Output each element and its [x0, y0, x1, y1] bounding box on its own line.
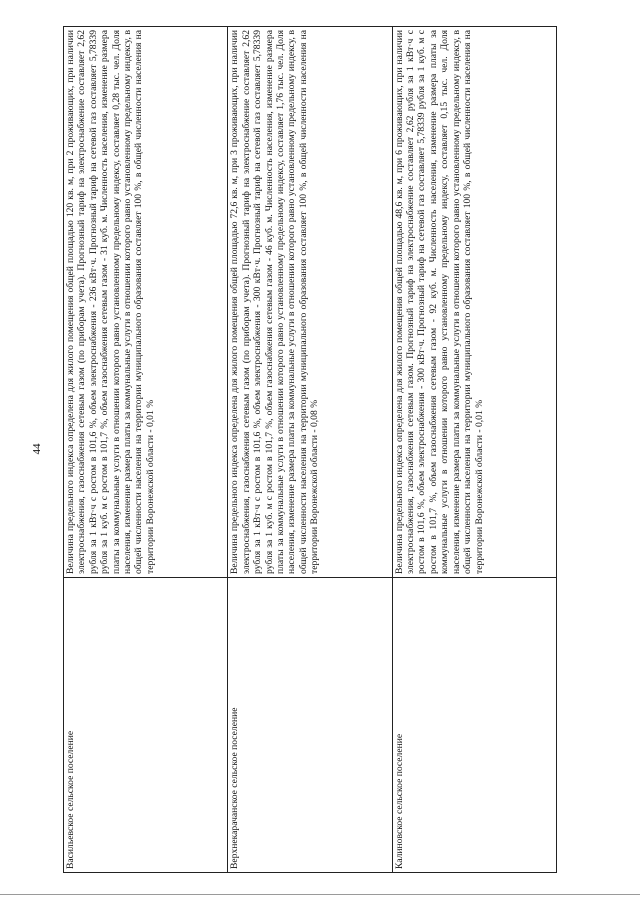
settlement-index-table	[63, 26, 557, 873]
index-description-cell: Величина предельного индекса определена для жилого помещения общей площадью 120 кв. м, при 2 проживающих, при наличии электроснабжения, газоснабжения сетевым газом (по приборам учета). Прогнозный тариф на электроснабжение составляет 2,62 рубля за 1 кВт·ч с ростом в 101,6 %, объем электроснабжения - 236 кВт·ч. Прогнозный тариф на сетевой газ составляет 5,78339 рубля за 1 куб. м с ростом в 101,7 %, объем газоснабжения сетевым газом - 31 куб. м. Численность населения, изменение размера платы за коммунальные услуги в отношении которого равно установленному предельному индексу, составляет 0,28 тыс. чел. Доля населения, изменение размера платы за коммунальные услуги в отношении которого равно установленному предельному индексу, в общей численности населения на территории муниципального образования составляет 100 %, в общей численности населения на территории Воронежской области - 0,01 %	[64, 27, 228, 578]
page-bottom-rule	[0, 894, 640, 895]
table-row	[392, 27, 556, 873]
index-description-cell: Величина предельного индекса определена для жилого помещения общей площадью 48,6 кв. м, при 6 проживающих, при наличии электроснабжения, газоснабжения сетевым газом. Прогнозный тариф на электроснабжение составляет 2,62 рубля за 1 кВт·ч с ростом в 101,6 %, объем электроснабжения - 300 кВт·ч. Прогнозный тариф на сетевой газ составляет 5,78339 рубля за 1 куб. м с ростом в 101,7 %, объем газоснабжения сетевым газом - 92 куб. м. Численность населения, изменение размера платы за коммунальные услуги в отношении которого равно установленному предельному индексу, составляет 0,15 тыс. чел. Доля населения, изменение размера платы за коммунальные услуги в отношении которого равно установленному предельному индексу, в общей численности населения на территории муниципального образования составляет 100 %, в общей численности населения на территории Воронежской области - 0,01 %	[392, 27, 556, 578]
index-description-cell: Величина предельного индекса определена для жилого помещения общей площадью 72,6 кв. м, при 3 проживающих, при наличии электроснабжения, газоснабжения сетевым газом (по приборам учета). Прогнозный тариф на электроснабжение составляет 2,62 рубля за 1 кВт·ч с ростом в 101,6 %, объем электроснабжения - 300 кВт·ч. Прогнозный тариф на сетевой газ составляет 5,78339 рубля за 1 куб. м с ростом в 101,7 %, объем газоснабжения сетевым газом - 46 куб. м. Численность населения, изменение размера платы за коммунальные услуги в отношении которого равно установленному предельному индексу, составляет 1,76 тыс. чел. Доля населения, изменение размера платы за коммунальные услуги в отношении которого равно установленному предельному индексу, в общей численности населения на территории муниципального образования составляет 100 %, в общей численности населения на территории Воронежской области - 0,08 %	[228, 27, 392, 578]
settlement-name-cell: Верхнекарачанское сельское поселение	[228, 578, 392, 873]
table-row	[64, 27, 228, 873]
settlement-name-cell: Калиновское сельское поселение	[392, 578, 556, 873]
settlement-name-cell: Васильевское сельское поселение	[64, 578, 228, 873]
rotated-table-frame	[63, 26, 557, 873]
table-row	[228, 27, 392, 873]
page-number: 44	[31, 443, 43, 455]
